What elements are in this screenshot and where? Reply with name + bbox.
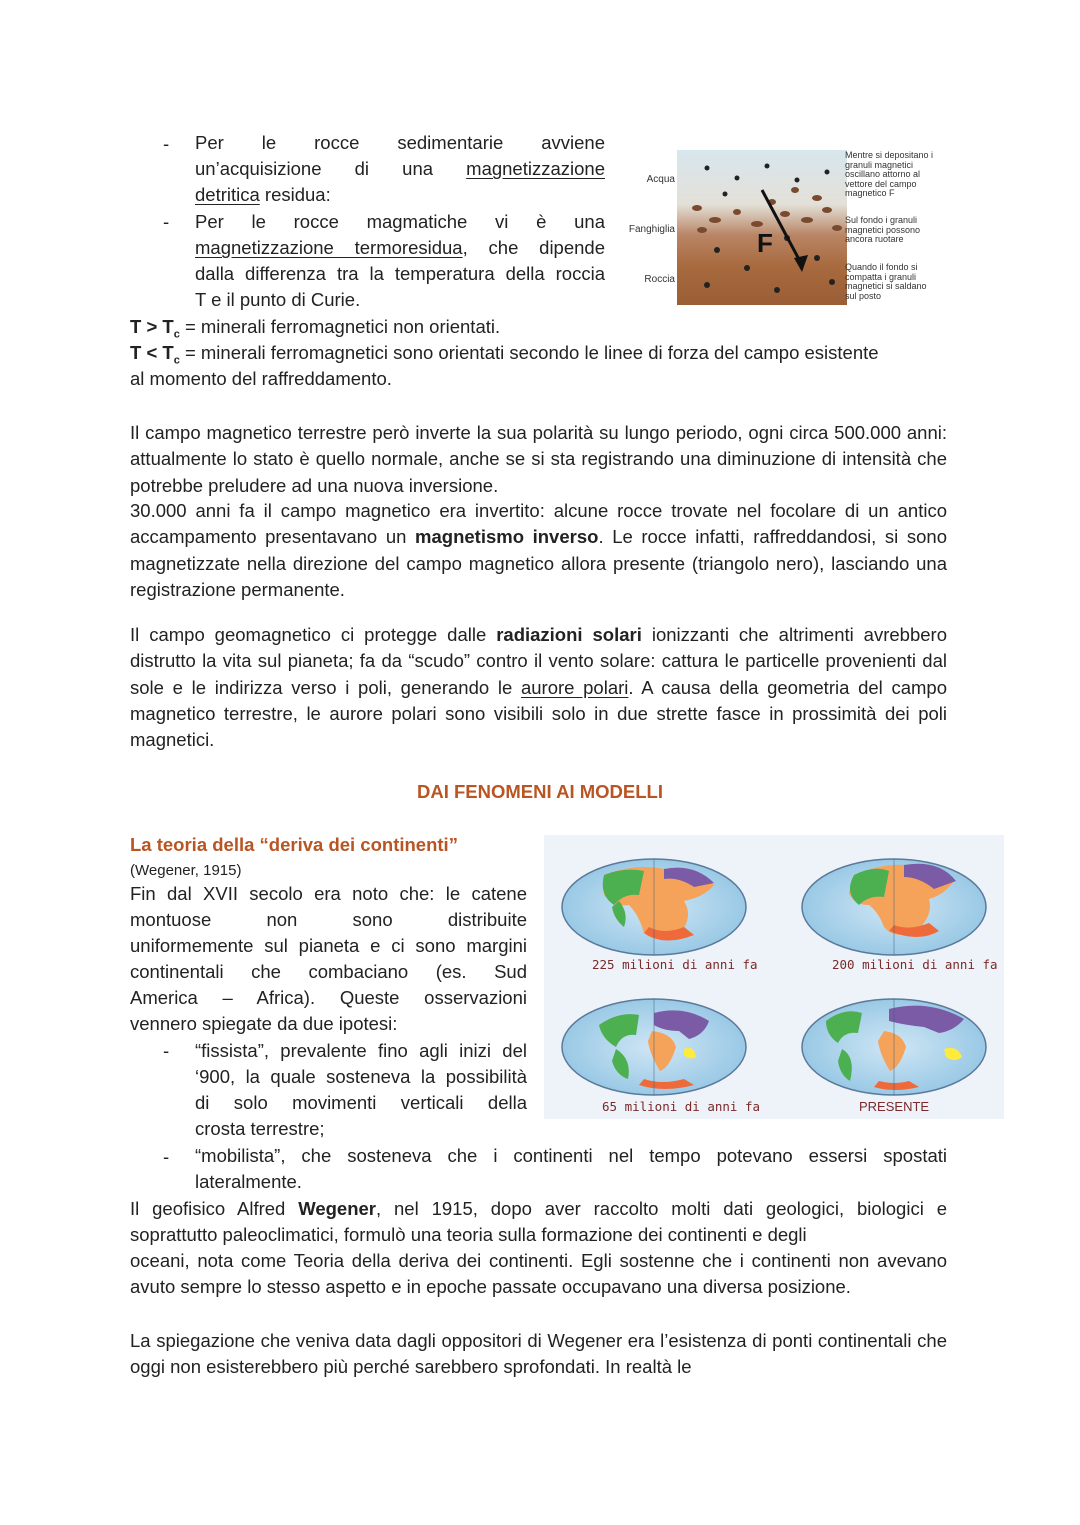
note-compaction: Quando il fondo si compatta i granuli magnetici si saldano sul posto bbox=[845, 262, 927, 301]
list-item-sedimentary-line1: Per le rocce sedimentarie avviene bbox=[195, 132, 605, 153]
mobilist-line: lateralmente. bbox=[195, 1171, 302, 1192]
section-title: DAI FENOMENI AI MODELLI bbox=[417, 781, 663, 802]
map-caption-65: 65 milioni di anni fa bbox=[602, 1099, 761, 1114]
layer-label-water: Acqua bbox=[646, 174, 675, 185]
bullet-dash: - bbox=[163, 133, 170, 154]
wegener-rest: oceani, nota come Teoria della deriva dei continenti. Egli sostenne che i continenti non avevano avuto sempre lo stesso aspetto e in epoche passate occupavano una diversa posizione. bbox=[130, 1250, 947, 1298]
bullet-dash: - bbox=[163, 1040, 170, 1061]
intro-line: vennero spiegate da due ipotesi: bbox=[130, 1013, 398, 1034]
map-caption-present: PRESENTE bbox=[859, 1099, 930, 1114]
curie-below-cont: al momento del raffreddamento. bbox=[130, 368, 392, 389]
subsection-title: La teoria della “deriva dei continenti” bbox=[130, 834, 458, 855]
curie-above: $T > T_c$ = minerali ferromagnetici non orientati. bbox=[130, 316, 501, 341]
paragraph-inversion: Il campo magnetico terrestre però inverte la sua polarità su lungo periodo, ogni circa 500.000 anni: attualmente lo stato è quello normale, anche se si sta registrando una diminuzione di intensità che potrebbe preludere ad una nuova inversione. bbox=[130, 422, 947, 496]
map-caption-225: 225 milioni di anni fa bbox=[592, 957, 758, 972]
list-item-magmatic-line3: dalla differenza tra la temperatura della roccia bbox=[195, 263, 605, 284]
sediment-magnetization-figure bbox=[625, 148, 935, 308]
list-item-sedimentary-line3: detritica residua: bbox=[195, 184, 331, 205]
layer-label-rock: Roccia bbox=[644, 274, 675, 285]
layer-label-mud: Fanghiglia bbox=[628, 224, 675, 235]
bullet-dash: - bbox=[163, 211, 170, 232]
paragraph-geomagnetic-shield: Il campo geomagnetico ci protegge dalle radiazioni solari ionizzanti che altrimenti avrebbero distrutto la vita sul pianeta; fa da “scudo” contro il vento solare: cattura le particelle provenienti dal sole e le indirizza verso i poli, generando le aurore polari. A causa della geometria del campo magnetico terrestre, le aurore polari sono visibili solo in due strette fasce in prossimità dei poli magnetici. bbox=[130, 624, 947, 751]
list-item-sedimentary-line2: un’acquisizione di una magnetizzazione bbox=[195, 158, 605, 179]
note-bottom-rotating: Sul fondo i granuli magnetici possono ancora ruotare bbox=[845, 215, 921, 244]
force-vector-label: F bbox=[757, 228, 773, 258]
intro-line: America – Africa). Queste osservazioni bbox=[130, 987, 527, 1008]
intro-line: montuose non sono distribuite bbox=[130, 909, 527, 930]
continental-drift-figure bbox=[544, 835, 1004, 1119]
intro-line: continentali che combaciano (es. Sud bbox=[130, 961, 527, 982]
mobilist-line: “mobilista”, che sosteneva che i continenti nel tempo potevano essersi spostati bbox=[195, 1145, 947, 1166]
fixist-line: crosta terrestre; bbox=[195, 1118, 325, 1139]
drift-maps bbox=[544, 835, 1004, 1119]
bullet-dash: - bbox=[163, 1146, 170, 1167]
sediment-diagram bbox=[677, 150, 847, 305]
intro-line: Fin dal XVII secolo era noto che: le catene bbox=[130, 883, 527, 904]
fixist-line: “fissista”, prevalente fino agli inizi del bbox=[195, 1040, 527, 1061]
note-depositing: Mentre si depositano i granuli magnetici oscillano attorno al vettore del campo magnetico F bbox=[845, 150, 934, 198]
wegener-line2: soprattutto paleoclimatici, formulò una teoria sulla formazione dei continenti e degli bbox=[130, 1224, 807, 1245]
paragraph-land-bridges: La spiegazione che veniva data dagli oppositori di Wegener era l’esistenza di ponti continentali che oggi non esisterebbero più perché sarebbero sprofondati. In realtà le bbox=[130, 1330, 947, 1378]
intro-line: uniformemente sul pianeta e ci sono margini bbox=[130, 935, 527, 956]
citation: (Wegener, 1915) bbox=[130, 862, 242, 879]
paragraph-30000-years: 30.000 anni fa il campo magnetico era invertito: alcune rocce trovate nel focolare di un antico accampamento presentavano un magnetismo inverso. Le rocce infatti, raffreddandosi, si sono magnetizzate nella direzione del campo magnetico allora presente (triangolo nero), lasciando una registrazione permanente. bbox=[130, 500, 948, 600]
list-item-magmatic-line4: T e il punto di Curie. bbox=[195, 289, 361, 310]
fixist-line: ‘900, la quale sosteneva la possibilità bbox=[195, 1066, 527, 1087]
list-item-magmatic-line2: magnetizzazione termoresidua, che dipende bbox=[195, 237, 605, 258]
map-caption-200: 200 milioni di anni fa bbox=[832, 957, 998, 972]
list-item-magmatic-line1: Per le rocce magmatiche vi è una bbox=[195, 211, 605, 232]
fixist-line: di solo movimenti verticali della bbox=[195, 1092, 527, 1113]
curie-below: $T < T_c$ = minerali ferromagnetici sono orientati secondo le linee di forza del campo esistente bbox=[130, 342, 879, 367]
wegener-line1: Il geofisico Alfred Wegener, nel 1915, dopo aver raccolto molti dati geologici, biologici e bbox=[130, 1198, 947, 1219]
